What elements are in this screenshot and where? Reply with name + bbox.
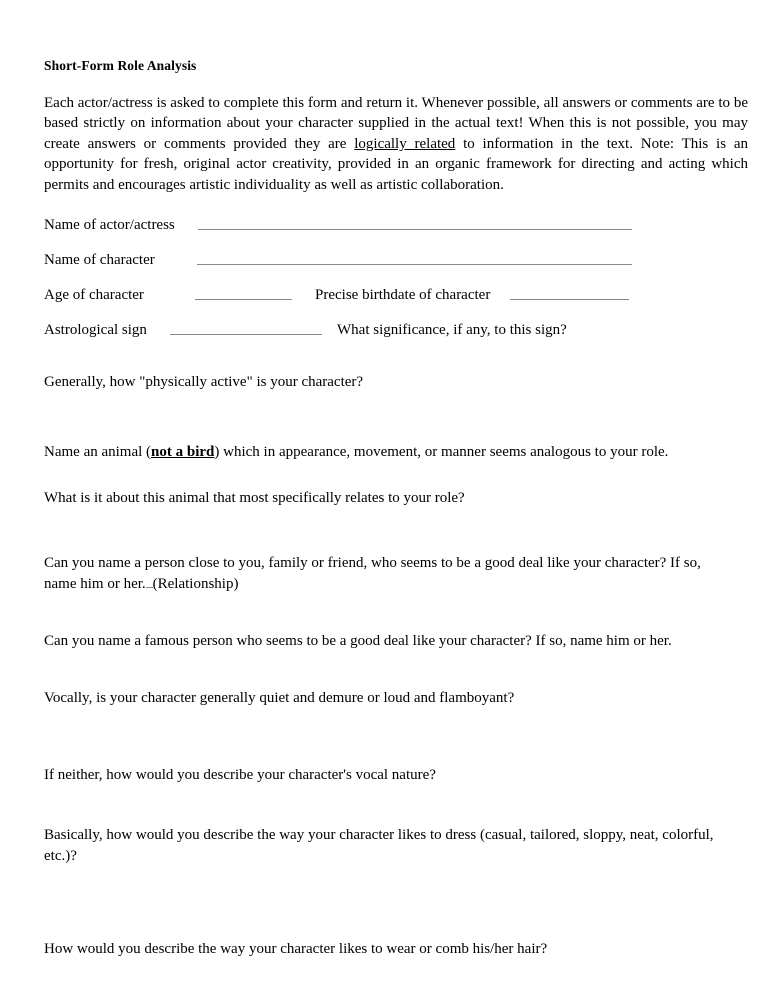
field-row-astrological-sign xyxy=(44,320,748,355)
spacer-after-fields xyxy=(44,355,748,372)
label-age-of-character: Age of character xyxy=(44,287,144,304)
answer-space-8[interactable] xyxy=(44,866,748,939)
question-person-trailing: (Relationship) xyxy=(152,575,239,592)
answer-space-5[interactable] xyxy=(44,651,748,688)
question-famous-person: Can you name a famous person who seems to be a good deal like your character? If so, name him or her. xyxy=(44,633,672,650)
question-vocally: Vocally, is your character generally quiet and demure or loud and flamboyant? xyxy=(44,690,515,707)
question-hair: How would you describe the way your character likes to wear or comb his/her hair? xyxy=(44,941,548,958)
label-name-of-character: Name of character xyxy=(44,252,155,269)
question-vocal-nature: If neither, how would you describe your character's vocal nature? xyxy=(44,766,436,783)
answer-space-1[interactable] xyxy=(44,392,748,442)
field-row-character-name xyxy=(44,250,748,285)
label-precise-birthdate: Precise birthdate of character xyxy=(315,287,491,304)
input-relationship-blank[interactable] xyxy=(146,575,153,588)
answer-space-6[interactable] xyxy=(44,709,748,765)
field-row-age-and-birthdate xyxy=(44,285,748,320)
input-name-of-actor[interactable] xyxy=(198,229,632,230)
answer-space-3[interactable] xyxy=(44,508,748,553)
intro-underlined-phrase: logically related xyxy=(354,135,456,152)
label-name-of-actor: Name of actor/actress xyxy=(44,217,175,234)
intro-paragraph xyxy=(44,93,748,195)
answer-space-4[interactable] xyxy=(44,594,748,631)
intro-text-part1: Each actor/actress is asked to complete this form and return it. Whenever possible, all answers or comments are to be based strictly on information about your character supplied in the actual text! When this is not possible, you may create answers or comments provided they are xyxy=(44,95,748,152)
label-astrological-sign: Astrological sign xyxy=(44,322,147,339)
question-dress: Basically, how would you describe the way your character likes to dress (casual, tailored, sloppy, neat, colorful, etc.)? xyxy=(44,827,714,864)
label-sign-significance-prompt: What significance, if any, to this sign? xyxy=(337,322,567,339)
input-astrological-sign[interactable] xyxy=(170,334,322,335)
field-row-actor-name xyxy=(44,215,748,250)
question-animal-relates: What is it about this animal that most specifically relates to your role? xyxy=(44,489,465,506)
answer-space-2[interactable] xyxy=(44,463,748,488)
question-person-text: Can you name a person close to you, family or friend, who seems to be a good deal like your character? If so, name him or her. xyxy=(44,555,701,592)
question-name-an-animal xyxy=(44,442,734,462)
question-physically-active: Generally, how "physically active" is your character? xyxy=(44,374,364,391)
page-title: Short-Form Role Analysis xyxy=(44,58,197,73)
form-fields xyxy=(44,215,748,355)
answer-space-7[interactable] xyxy=(44,785,748,825)
question-person-close-to-you xyxy=(44,553,734,594)
question-animal-post: ) which in appearance, movement, or manner seems analogous to your role. xyxy=(214,444,669,461)
question-animal-emphasis: not a bird xyxy=(151,444,215,461)
document-content xyxy=(44,58,748,960)
input-name-of-character[interactable] xyxy=(197,264,632,265)
input-age-of-character[interactable] xyxy=(195,299,292,300)
question-animal-pre: Name an animal ( xyxy=(44,444,152,461)
input-precise-birthdate[interactable] xyxy=(510,299,629,300)
intro-text-part2: to information in the text. Note: This is an opportunity for fresh, original actor creativity, provided in an organic framework for directing and acting which permits and encourages artistic individuality as well as artistic collaboration. xyxy=(44,135,748,193)
